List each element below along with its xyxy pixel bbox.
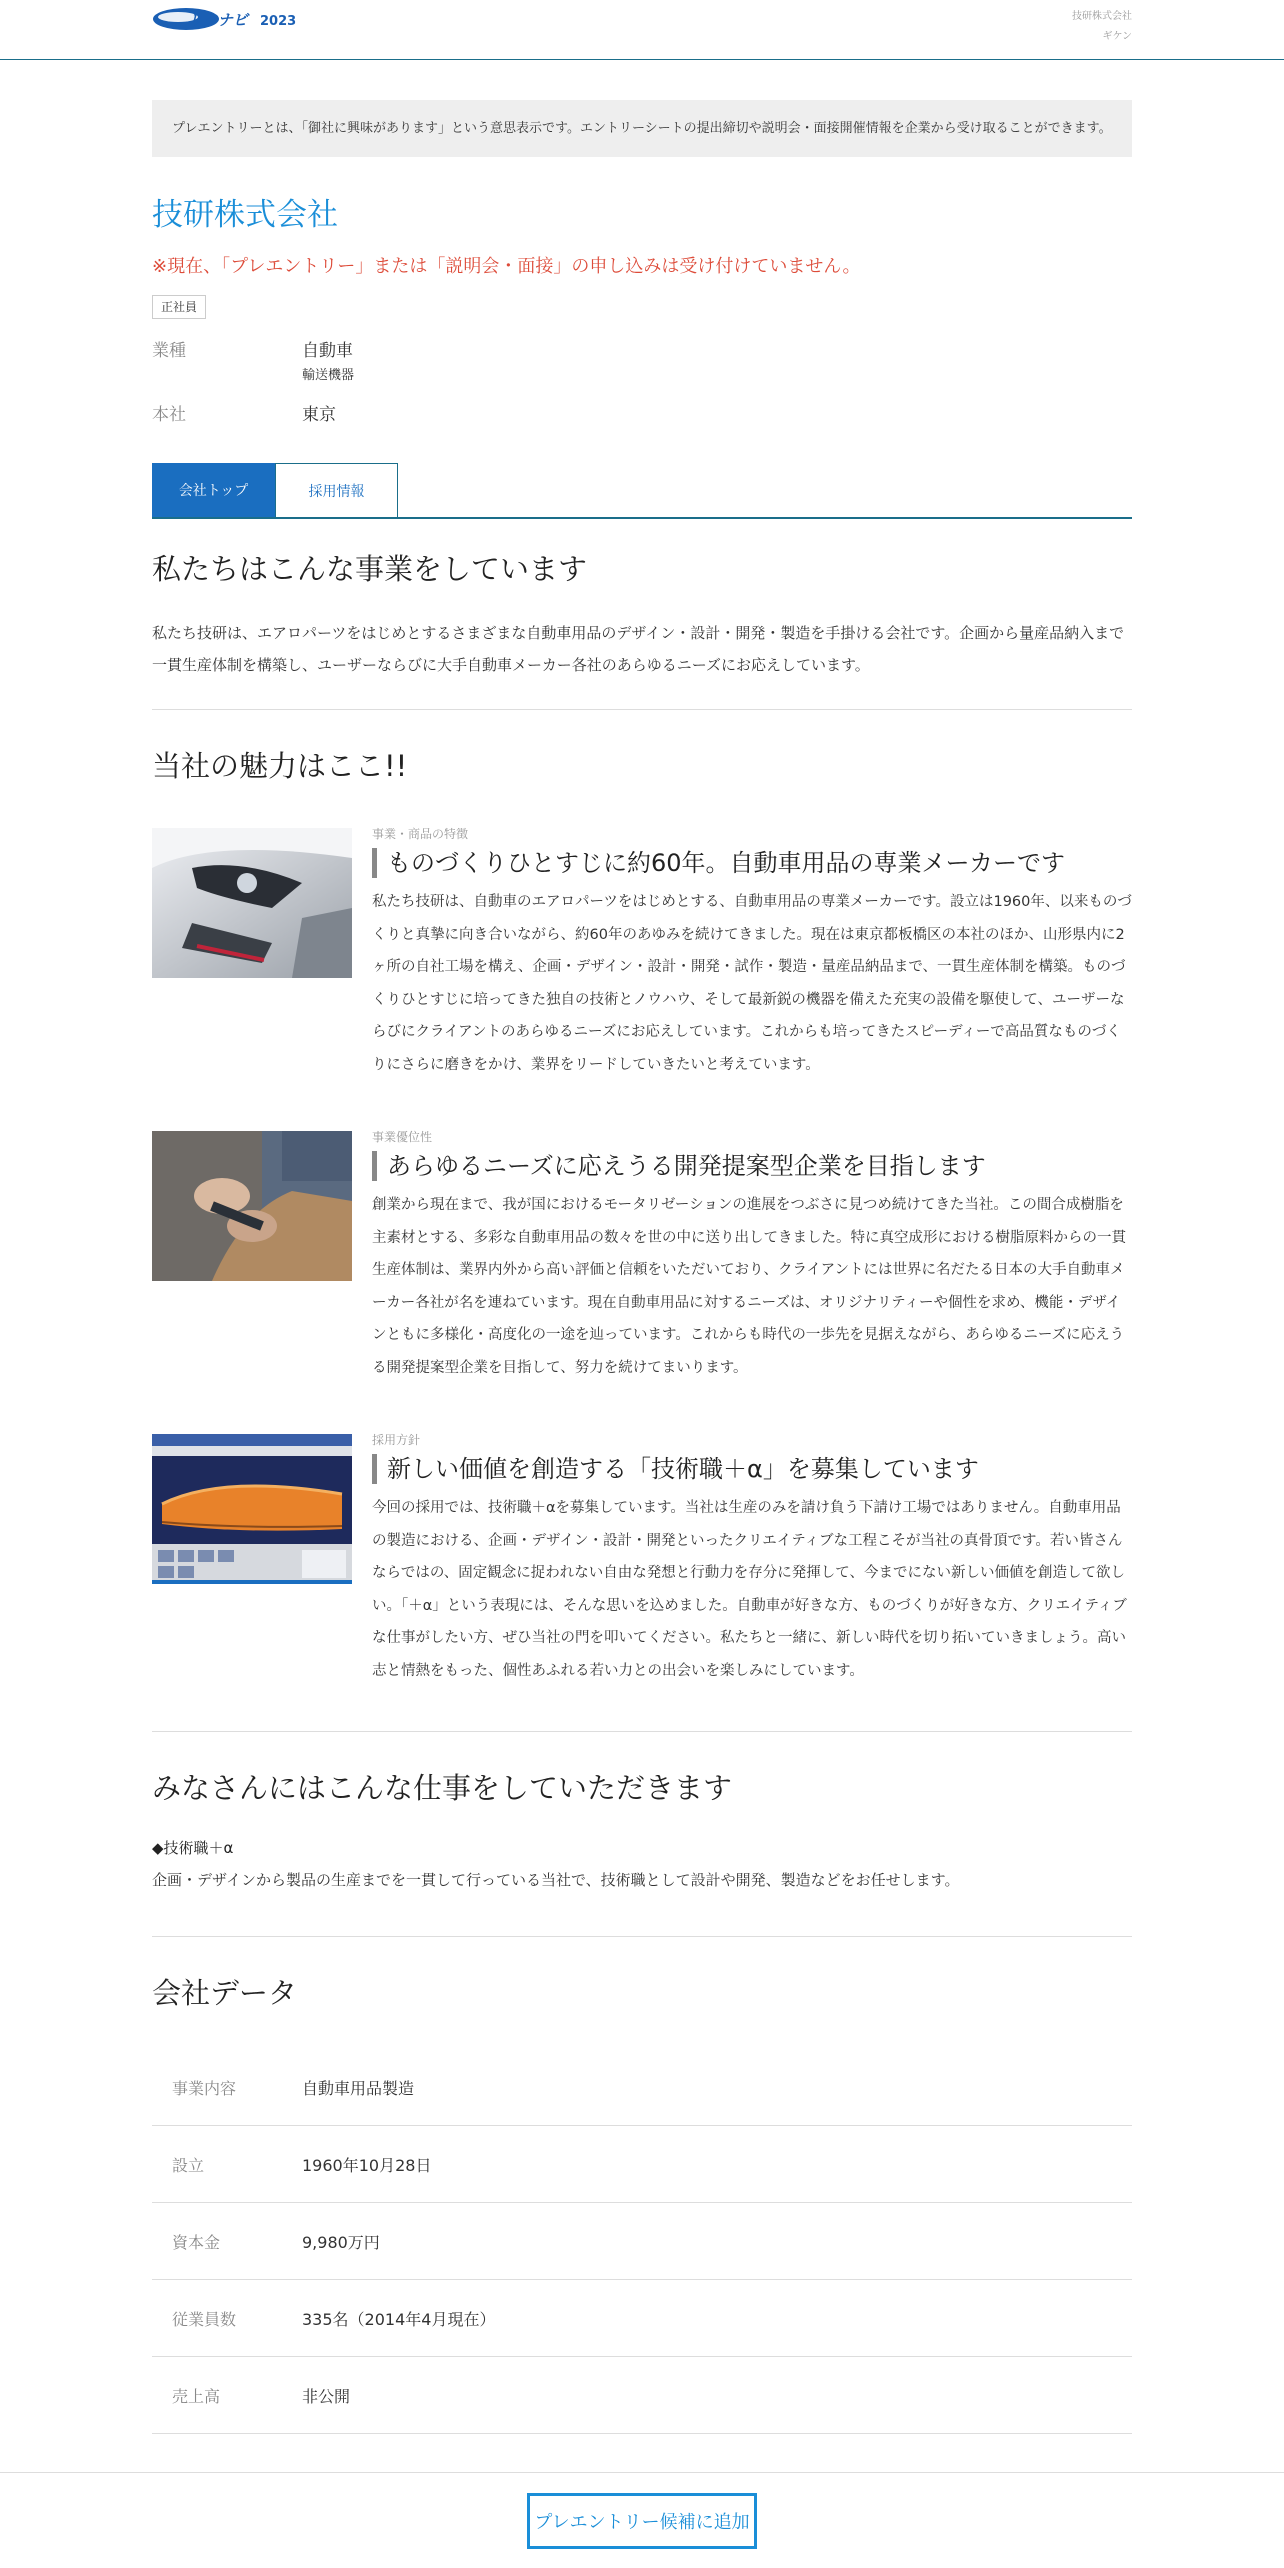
rikunabi-logo[interactable]	[152, 6, 302, 32]
header-company	[1072, 7, 1132, 47]
industry-main: 自動車	[302, 341, 353, 361]
table-row	[152, 2357, 1132, 2434]
divider	[152, 1936, 1132, 1937]
feature-image-cad	[152, 1434, 352, 1584]
entry-closed-warning: ※現在、「プレエントリー」または「説明会・面接」の申し込みは受け付けていません。	[152, 256, 861, 277]
feature-title: 新しい価値を創造する「技術職＋α」を募集しています	[372, 1454, 1132, 1484]
feature-text: 私たち技研は、自動車のエアロパーツをはじめとする、自動車用品の専業メーカーです。設立は1960年、以来ものづくりと真摯に向き合いながら、約60年のあゆみを続けてきました。現在は東京都板橋区の本社のほか、山形県内に2ヶ所の自社工場を構え、企画・デザイン・設計・開発・試作・製造・量産品納品まで、一貫生産体制を構築。ものづくりひとすじに培ってきた独自の技術とノウハウ、そして最新鋭の機器を備えた充実の設備を駆使して、ユーザーならびにクライアントのあらゆるニーズにお応えしています。これからも培ってきたスピーディーで高品質なものづくりにさらに磨きをかけ、業界をリードしていきたいと考えています。	[372, 894, 1132, 1073]
company-name: 技研株式会社	[152, 197, 338, 233]
jobs-text: 企画・デザインから製品の生産までを一貫して行っている当社で、技術職として設計や開発、製造などをお任せします。	[152, 1871, 960, 1889]
hq-label: 本社	[152, 405, 186, 425]
employment-type-badge: 正社員	[152, 295, 206, 319]
feature-category: 採用方針	[372, 1433, 421, 1447]
feature-image-craftsman	[152, 1131, 352, 1281]
feature-title: あらゆるニーズに応えうる開発提案型企業を目指します	[372, 1151, 1132, 1181]
data-label: 売上高	[172, 2386, 221, 2406]
table-row	[152, 2126, 1132, 2203]
feature-title: ものづくりひとすじに約60年。自動車用品の専業メーカーです	[372, 848, 1132, 878]
table-row	[152, 2280, 1132, 2357]
data-label: 資本金	[172, 2232, 221, 2252]
feature-item	[152, 828, 1132, 1081]
table-row	[152, 2049, 1132, 2126]
feature-category: 事業優位性	[372, 1130, 433, 1144]
table-row	[152, 2203, 1132, 2280]
data-label: 事業内容	[172, 2078, 237, 2098]
feature-item	[152, 1434, 1132, 1687]
preentry-notice: プレエントリーとは、「御社に興味があります」という意思表示です。エントリーシートの提出締切や説明会・面接開催情報を企業から受け取ることができます。	[152, 100, 1132, 157]
appeal-title: 当社の魅力はここ!!	[152, 749, 408, 783]
business-text: 私たち技研は、エアロパーツをはじめとするさまざまな自動車用品のデザイン・設計・開発・製造を手掛ける会社です。企画から量産品納入まで一貫生産体制を構築し、ユーザーならびに大手自動車メーカー各社のあらゆるニーズにお応えしています。	[152, 624, 1125, 674]
header-company-name: 技研株式会社	[1072, 11, 1132, 22]
site-header	[0, 0, 1284, 60]
industry-row	[152, 339, 1132, 387]
divider	[152, 1731, 1132, 1732]
hq-value: 東京	[302, 405, 336, 425]
feature-text: 今回の採用では、技術職＋αを募集しています。当社は生産のみを請け負う下請け工場ではありません。自動車用品の製造における、企画・デザイン・設計・開発といったクリエイティブな工程こそが当社の真骨頂です。若い皆さんならではの、固定観念に捉われない自由な発想と行動力を存分に発揮して、今までにない新しい価値を創造して欲しい。「＋α」という表現には、そんな思いを込めました。自動車が好きな方、ものづくりが好きな方、クリエイティブな仕事がしたい方、ぜひ当社の門を叩いてください。私たちと一緒に、新しい時代を切り拓いていきましょう。高い志と情熱をもった、個性あふれる若い力との出会いを楽しみにしています。	[372, 1500, 1127, 1679]
svg-text:リクナビ: リクナビ	[188, 11, 248, 29]
data-value: 非公開	[302, 2386, 351, 2406]
data-value: 335名（2014年4月現在）	[302, 2309, 496, 2329]
data-value: 1960年10月28日	[302, 2155, 432, 2175]
tab-company-top[interactable]: 会社トップ	[152, 463, 275, 517]
feature-image-car	[152, 828, 352, 978]
header-company-kana: ギケン	[1102, 31, 1132, 42]
add-preentry-button[interactable]: プレエントリー候補に追加	[527, 2493, 757, 2549]
main-content	[152, 100, 1132, 2434]
feature-text: 創業から現在まで、我が国におけるモータリゼーションの進展をつぶさに見つめ続けてきた当社。この間合成樹脂を主素材とする、多彩な自動車用品の数々を世の中に送り出してきました。特に真空成形における樹脂原料からの一貫生産体制は、業界内外から高い評価と信頼をいただいており、クライアントには世界に名だたる日本の大手自動車メーカー各社が名を連ねています。現在自動車用品に対するニーズは、オリジナリティーや個性を求め、機能・デザインともに多様化・高度化の一途を辿っています。これからも時代の一歩先を見据えながら、あらゆるニーズに応えうる開発提案型企業を目指して、努力を続けてまいります。	[372, 1197, 1126, 1376]
data-label: 設立	[172, 2155, 205, 2175]
sticky-footer	[0, 2472, 1284, 2568]
company-data-title: 会社データ	[152, 1976, 298, 2010]
industry-label: 業種	[152, 341, 186, 361]
jobs-title: みなさんにはこんな仕事をしていただきます	[152, 1771, 733, 1805]
divider	[152, 709, 1132, 710]
svg-text:2023: 2023	[260, 14, 297, 29]
industry-sub: 輸送機器	[302, 368, 355, 383]
hq-row	[152, 403, 1132, 427]
tab-recruitment-info[interactable]: 採用情報	[275, 463, 398, 517]
data-value: 自動車用品製造	[302, 2078, 415, 2098]
feature-category: 事業・商品の特徴	[372, 827, 469, 841]
jobs-subtitle: ◆技術職＋α	[152, 1839, 234, 1857]
company-tabs	[152, 463, 1132, 519]
data-value: 9,980万円	[302, 2232, 380, 2252]
company-data-table	[152, 2049, 1132, 2434]
feature-item	[152, 1131, 1132, 1384]
business-title: 私たちはこんな事業をしています	[152, 552, 588, 586]
data-label: 従業員数	[172, 2309, 237, 2329]
